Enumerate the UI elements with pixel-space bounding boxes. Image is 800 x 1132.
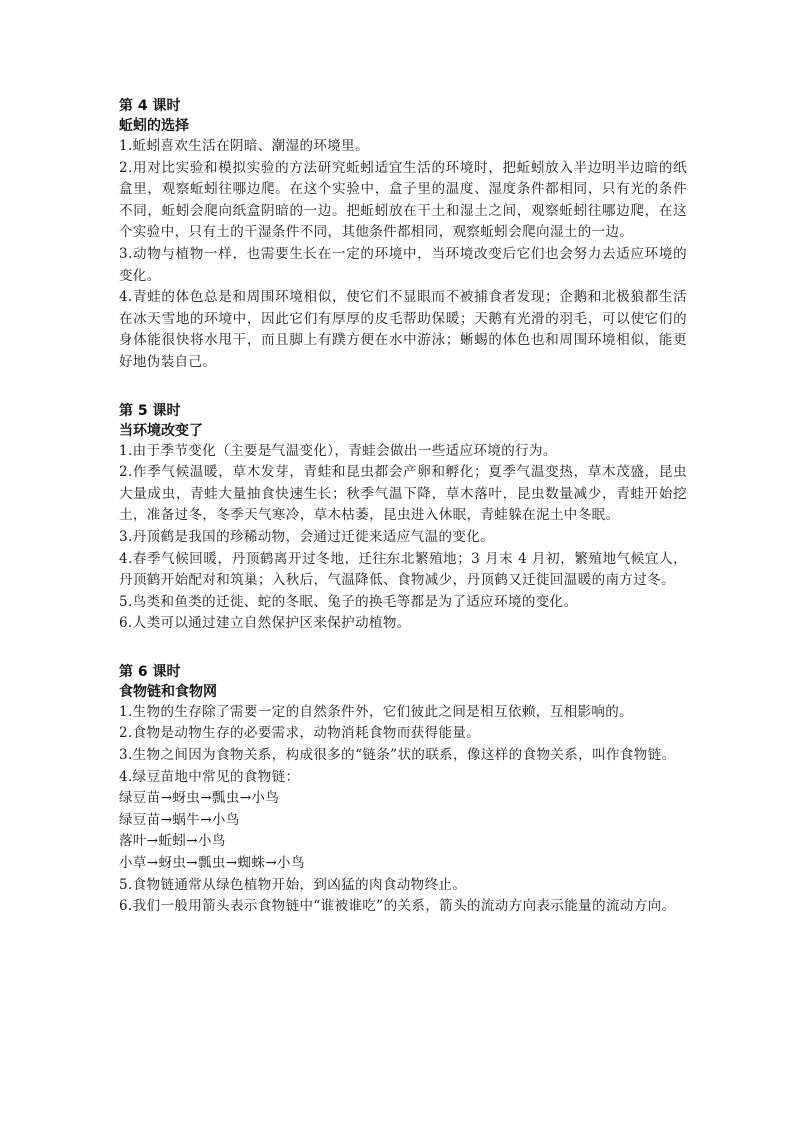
food-chain: 落叶→蚯蚓→小鸟 [119, 833, 226, 850]
paragraph: 3.生物之间因为食物关系，构成很多的“链条”状的联系，像这样的食物关系，叫作食物链。 [119, 747, 676, 764]
paragraph: 4.春季气候回暖，丹顶鹤离开过冬地，迁往东北繁殖地；3 月末 4 月初，繁殖地气候宜人，丹顶鹤开始配对和筑巢；入秋后，气温降低、食物减少，丹顶鹤又迁徙回温暖的南方过冬。 [119, 550, 687, 589]
paragraph: 5.鸟类和鱼类的迁徙、蛇的冬眠、兔子的换毛等都是为了适应环境的变化。 [119, 593, 578, 610]
paragraph: 2.食物是动物生存的必要需求，动物消耗食物而获得能量。 [119, 725, 481, 742]
paragraph: 2.用对比实验和模拟实验的方法研究蚯蚓适宜生活的环境时，把蚯蚓放入半边明半边暗的纸盒里，观察蚯蚓往哪边爬。在这个实验中，盒子里的温度、湿度条件都相同，只有光的条件不同，蚯蚓会爬向纸盒阴暗的一边。把蚯蚓放在干土和湿土之间，观察蚯蚓往哪边爬，在这个实验中，只有土的干湿条件不同，其他条件都相同，观察蚯蚓会爬向湿土的一边。 [119, 159, 687, 241]
lesson-number: 第 4 课时 [119, 98, 181, 114]
paragraph: 6.人类可以通过建立自然保护区来保护动植物。 [119, 615, 411, 632]
paragraph: 5.食物链通常从绿色植物开始，到凶猛的肉食动物终止。 [119, 876, 467, 893]
food-chain: 小草→蚜虫→瓢虫→蜘蛛→小鸟 [119, 855, 305, 872]
lesson-5 [119, 401, 687, 635]
document-page [119, 96, 687, 945]
paragraph: 4.绿豆苗地中常见的食物链： [119, 768, 300, 785]
lesson-number: 第 5 课时 [119, 402, 181, 419]
paragraph: 3.动物与植物一样，也需要生长在一定的环境中，当环境改变后它们也会努力去适应环境的变化。 [119, 245, 687, 284]
lesson-title: 当环境改变了 [119, 422, 203, 439]
lesson-6 [119, 662, 687, 918]
paragraph: 1.蚯蚓喜欢生活在阴暗、潮湿的环境里。 [119, 138, 369, 154]
paragraph: 1.由于季节变化（主要是气温变化），青蛙会做出一些适应环境的行为。 [119, 442, 557, 459]
food-chain: 绿豆苗→蜗牛→小鸟 [119, 811, 240, 828]
lesson-title: 食物链和食物网 [119, 683, 217, 700]
lesson-title: 蚯蚓的选择 [119, 118, 189, 134]
paragraph: 3.丹顶鹤是我国的珍稀动物，会通过迁徙来适应气温的变化。 [119, 528, 495, 545]
paragraph: 6.我们一般用箭头表示食物链中“谁被谁吃”的关系，箭头的流动方向表示能量的流动方向。 [119, 898, 676, 915]
lesson-number: 第 6 课时 [119, 663, 181, 680]
paragraph: 1.生物的生存除了需要一定的自然条件外，它们彼此之间是相互依赖，互相影响的。 [119, 703, 634, 720]
paragraph: 2.作季气候温暖，草木发芽，青蛙和昆虫都会产卵和孵化；夏季气温变热，草木茂盛，昆虫大量成虫，青蛙大量抽食快速生长；秋季气温下降，草木落叶，昆虫数量减少，青蛙开始挖土，准备过冬，冬季天气寒冷，草木枯萎，昆虫进入休眠，青蛙躲在泥土中冬眠。 [119, 464, 687, 524]
paragraph: 4.青蛙的体色总是和周围环境相似，使它们不显眼而不被捕食者发现；企鹅和北极狼都生活在冰天雪地的环境中，因此它们有厚厚的皮毛帮助保暖；天鹅有光滑的羽毛，可以使它们的身体能很快将水甩干，而且脚上有蹼方便在水中游泳；蜥蜴的体色也和周围环境相似，能更好地伪装自己。 [119, 289, 687, 370]
lesson-4 [119, 96, 687, 374]
food-chain: 绿豆苗→蚜虫→瓢虫→小鸟 [119, 790, 280, 807]
